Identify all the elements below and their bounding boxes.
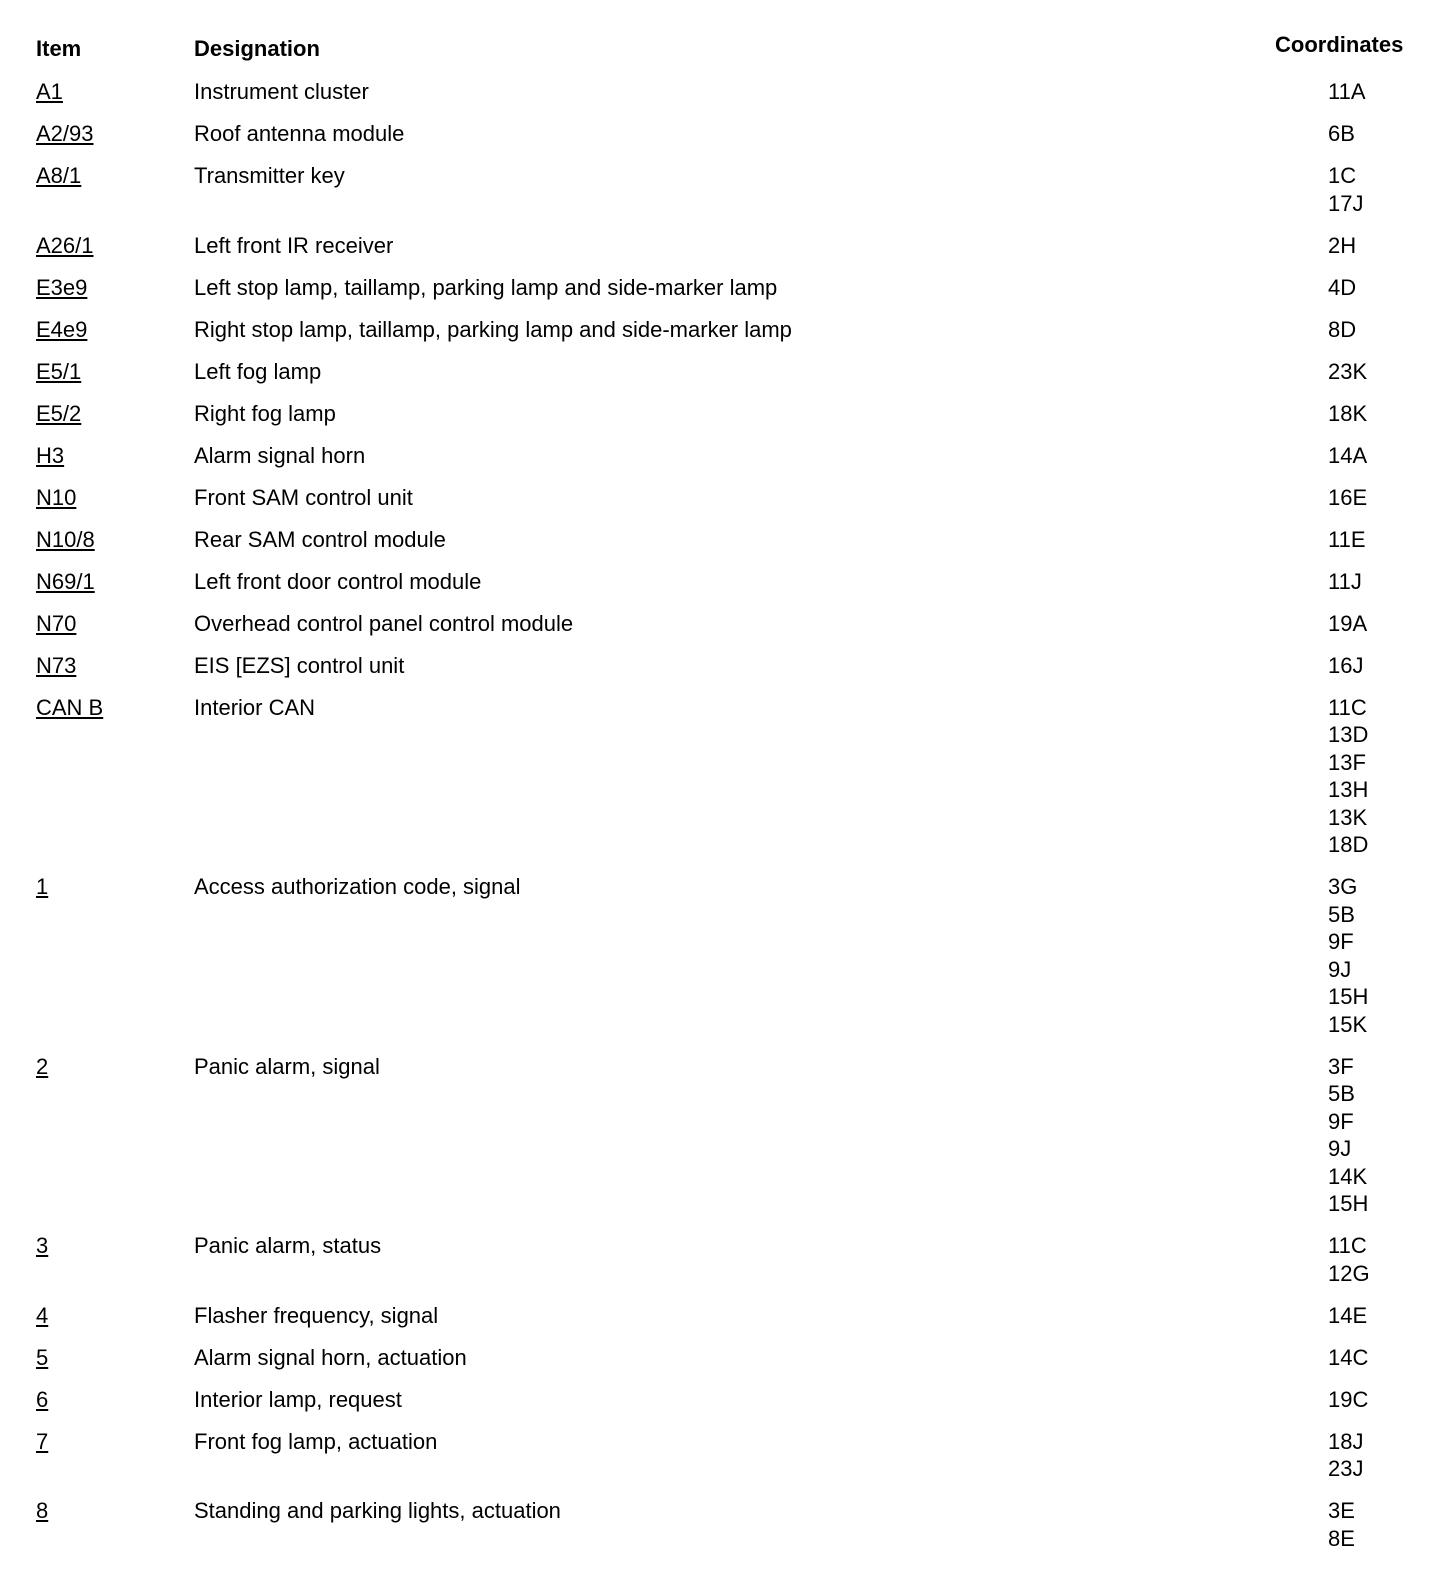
coordinate-value: 2H bbox=[1328, 232, 1357, 258]
item-link[interactable]: 6 bbox=[36, 1386, 49, 1412]
coordinates-cell bbox=[1328, 484, 1456, 512]
coordinates-cell bbox=[1328, 1386, 1456, 1414]
designation-text: Interior lamp, request bbox=[194, 1386, 402, 1412]
table-row bbox=[0, 1386, 1456, 1414]
coordinate-value: 18K bbox=[1328, 400, 1368, 426]
designation-text: Panic alarm, status bbox=[194, 1233, 382, 1258]
table-row bbox=[0, 274, 1456, 302]
item-link[interactable]: A1 bbox=[36, 79, 63, 104]
coordinate-value: 14A bbox=[1328, 442, 1368, 468]
designation-text: Instrument cluster bbox=[194, 79, 369, 104]
item-link[interactable]: 5 bbox=[36, 1344, 49, 1370]
designation-text: EIS [EZS] control unit bbox=[194, 652, 405, 678]
table-row bbox=[0, 442, 1456, 470]
table-row bbox=[0, 78, 1456, 106]
designation-text: Standing and parking lights, actuation bbox=[194, 1498, 561, 1523]
table-row bbox=[0, 1232, 1456, 1287]
coordinates-cell bbox=[1328, 1232, 1456, 1287]
table-row bbox=[0, 400, 1456, 428]
coordinates-cell bbox=[1328, 1428, 1456, 1483]
designation-text: Alarm signal horn bbox=[194, 442, 366, 468]
designation-text: Front fog lamp, actuation bbox=[194, 1428, 438, 1454]
designation-text: Left front door control module bbox=[194, 568, 482, 594]
table-row bbox=[0, 652, 1456, 680]
table-header bbox=[0, 32, 1456, 66]
coordinate-value: 3G bbox=[1328, 874, 1358, 899]
item-link[interactable]: 3 bbox=[36, 1233, 49, 1258]
coordinates-cell bbox=[1328, 358, 1456, 386]
coordinate-value: 3F bbox=[1328, 1053, 1354, 1079]
table-row bbox=[0, 232, 1456, 260]
item-link[interactable]: A26/1 bbox=[36, 232, 94, 258]
designation-text: Overhead control panel control module bbox=[194, 610, 574, 636]
coordinates-cell bbox=[1328, 1497, 1456, 1552]
coordinate-value: 9F bbox=[1328, 929, 1354, 954]
coordinates-cell bbox=[1328, 568, 1456, 596]
designation-text: Right stop lamp, taillamp, parking lamp and side-marker lamp bbox=[194, 316, 792, 342]
table-row bbox=[0, 1344, 1456, 1372]
item-link[interactable]: N69/1 bbox=[36, 568, 95, 594]
table-row bbox=[0, 1497, 1456, 1552]
coordinate-value: 15H bbox=[1328, 1191, 1369, 1216]
coordinates-cell bbox=[1328, 610, 1456, 638]
coordinates-cell bbox=[1328, 400, 1456, 428]
coordinate-value: 9F bbox=[1328, 1108, 1354, 1134]
item-link[interactable]: E5/2 bbox=[36, 400, 82, 426]
table-row bbox=[0, 1053, 1456, 1218]
coordinates-cell bbox=[1328, 232, 1456, 260]
designation-text: Interior CAN bbox=[194, 694, 316, 720]
coordinates-cell bbox=[1328, 120, 1456, 148]
table-row bbox=[0, 610, 1456, 638]
coordinates-cell bbox=[1328, 316, 1456, 344]
coordinate-value: 14E bbox=[1328, 1302, 1368, 1328]
designation-text: Right fog lamp bbox=[194, 400, 336, 426]
coordinate-value: 18J bbox=[1328, 1428, 1364, 1454]
coordinates-cell bbox=[1328, 162, 1456, 217]
item-link[interactable]: CAN B bbox=[36, 694, 104, 720]
item-link[interactable]: E4e9 bbox=[36, 316, 88, 342]
coordinate-value: 19A bbox=[1328, 610, 1368, 636]
coordinate-value: 3E bbox=[1328, 1498, 1355, 1523]
item-link[interactable]: N73 bbox=[36, 652, 77, 678]
table-row bbox=[0, 1428, 1456, 1483]
coordinates-cell bbox=[1328, 1053, 1456, 1218]
coordinate-value: 15K bbox=[1328, 1011, 1368, 1037]
designation-text: Transmitter key bbox=[194, 163, 345, 188]
coordinate-value: 11C bbox=[1328, 694, 1367, 720]
coordinate-value: 17J bbox=[1328, 190, 1364, 216]
table-row bbox=[0, 526, 1456, 554]
header-designation: Designation bbox=[194, 36, 320, 61]
coordinate-value: 18D bbox=[1328, 832, 1369, 857]
item-link[interactable]: 1 bbox=[36, 874, 49, 899]
header-item: Item bbox=[36, 36, 82, 61]
item-link[interactable]: 4 bbox=[36, 1302, 49, 1328]
coordinates-cell bbox=[1328, 526, 1456, 554]
coordinate-value: 11J bbox=[1328, 568, 1362, 594]
coordinates-cell bbox=[1328, 652, 1456, 680]
designation-text: Left stop lamp, taillamp, parking lamp and side-marker lamp bbox=[194, 274, 778, 300]
coordinate-value: 23K bbox=[1328, 358, 1368, 384]
item-link[interactable]: N10 bbox=[36, 484, 77, 510]
designation-text: Front SAM control unit bbox=[194, 484, 413, 510]
coordinate-value: 14K bbox=[1328, 1163, 1368, 1189]
item-link[interactable]: N70 bbox=[36, 610, 77, 636]
item-link[interactable]: 2 bbox=[36, 1053, 49, 1079]
item-link[interactable]: N10/8 bbox=[36, 526, 95, 552]
designation-text: Left front IR receiver bbox=[194, 232, 394, 258]
coordinate-value: 11A bbox=[1328, 79, 1366, 104]
item-link[interactable]: 7 bbox=[36, 1428, 49, 1454]
coordinate-value: 13D bbox=[1328, 722, 1369, 747]
table-row bbox=[0, 873, 1456, 1038]
coordinate-value: 13H bbox=[1328, 777, 1369, 802]
coordinate-value: 5B bbox=[1328, 1081, 1355, 1106]
item-link[interactable]: E3e9 bbox=[36, 274, 88, 300]
coordinates-cell bbox=[1328, 442, 1456, 470]
coordinate-value: 16J bbox=[1328, 652, 1364, 678]
item-link[interactable]: A2/93 bbox=[36, 121, 94, 146]
coordinate-value: 8D bbox=[1328, 316, 1357, 342]
designation-text: Panic alarm, signal bbox=[194, 1053, 380, 1079]
designation-text: Roof antenna module bbox=[194, 121, 405, 146]
table-row bbox=[0, 162, 1456, 217]
designation-text: Access authorization code, signal bbox=[194, 874, 521, 899]
table-row bbox=[0, 1302, 1456, 1330]
coordinates-cell bbox=[1328, 1302, 1456, 1330]
coordinate-value: 9J bbox=[1328, 1136, 1352, 1161]
coordinate-value: 4D bbox=[1328, 274, 1357, 300]
coordinate-value: 11E bbox=[1328, 526, 1366, 552]
coordinate-value: 15H bbox=[1328, 984, 1369, 1009]
item-link[interactable]: E5/1 bbox=[36, 358, 82, 384]
designation-text: Flasher frequency, signal bbox=[194, 1302, 439, 1328]
coordinate-value: 13F bbox=[1328, 749, 1366, 775]
coordinates-cell bbox=[1328, 873, 1456, 1038]
designation-text: Left fog lamp bbox=[194, 358, 322, 384]
designation-text: Alarm signal horn, actuation bbox=[194, 1344, 467, 1370]
coordinates-cell bbox=[1328, 1344, 1456, 1372]
coordinate-value: 6B bbox=[1328, 121, 1355, 146]
coordinate-value: 11C bbox=[1328, 1233, 1367, 1258]
coordinate-value: 23J bbox=[1328, 1456, 1364, 1481]
coordinate-value: 16E bbox=[1328, 484, 1368, 510]
coordinate-value: 1C bbox=[1328, 163, 1357, 188]
coordinate-value: 19C bbox=[1328, 1386, 1369, 1412]
table-row bbox=[0, 358, 1456, 386]
item-link[interactable]: H3 bbox=[36, 442, 65, 468]
table-row bbox=[0, 694, 1456, 859]
item-link[interactable]: A8/1 bbox=[36, 163, 82, 188]
coordinates-cell bbox=[1328, 274, 1456, 302]
table-row bbox=[0, 484, 1456, 512]
table-row bbox=[0, 316, 1456, 344]
item-link[interactable]: 8 bbox=[36, 1498, 49, 1523]
coordinate-value: 9J bbox=[1328, 956, 1352, 982]
coordinate-value: 13K bbox=[1328, 804, 1368, 830]
coordinates-cell bbox=[1328, 78, 1456, 106]
coordinate-value: 12G bbox=[1328, 1260, 1370, 1286]
coordinates-cell bbox=[1328, 694, 1456, 859]
designation-text: Rear SAM control module bbox=[194, 526, 446, 552]
coordinate-value: 5B bbox=[1328, 901, 1355, 927]
table-row bbox=[0, 120, 1456, 148]
header-coordinates: Coordinates bbox=[1275, 32, 1404, 57]
coordinate-value: 14C bbox=[1328, 1344, 1369, 1370]
table-body bbox=[0, 78, 1456, 1567]
table-row bbox=[0, 568, 1456, 596]
coordinate-value: 8E bbox=[1328, 1525, 1355, 1551]
